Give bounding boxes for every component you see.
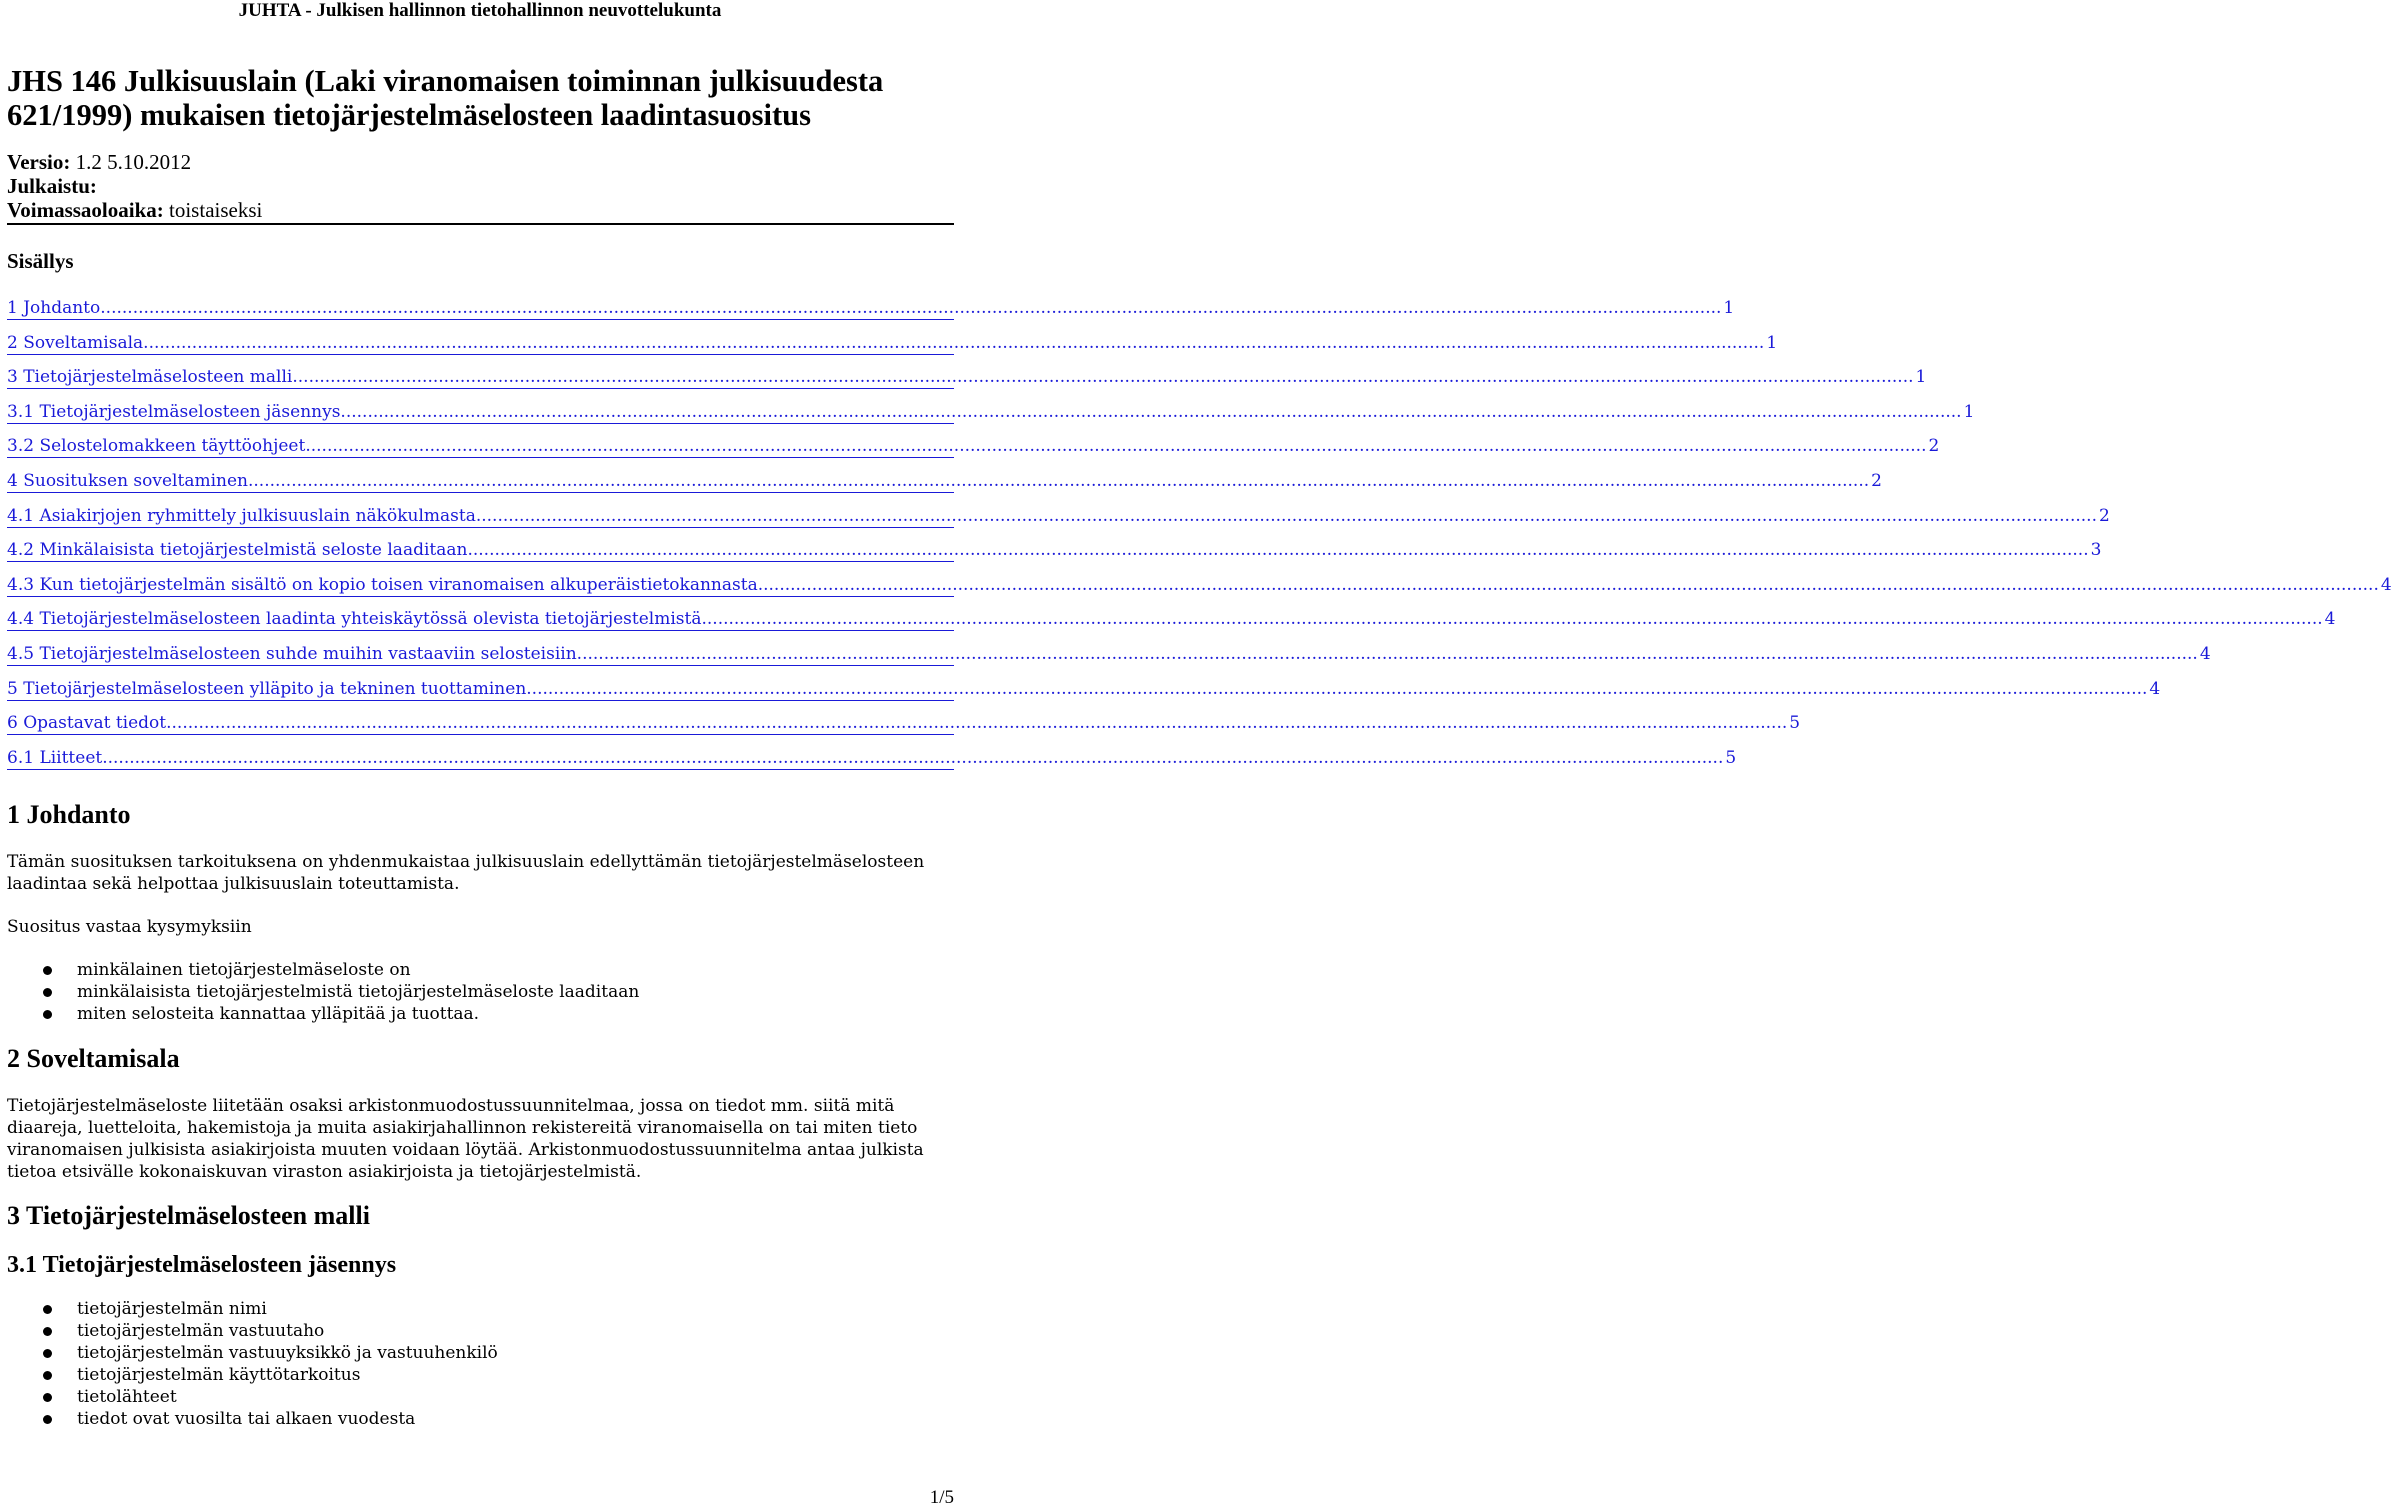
toc-link[interactable]	[7, 297, 1735, 320]
toc-entry-page: 1	[1766, 332, 1778, 353]
toc-entry[interactable]	[7, 505, 2110, 540]
section-3-1-bullet-list	[7, 1298, 937, 1430]
toc-entry[interactable]	[7, 747, 1737, 782]
toc-entry-page: 3	[2090, 540, 2102, 561]
bullet-icon	[43, 1349, 52, 1358]
toc-leader-dots: ............................................................................................................................................................................................................................................................................................................	[166, 713, 1788, 734]
toc-entry-title: 3.2 Selostelomakkeen täyttöohjeet	[7, 436, 306, 457]
page-header: JUHTA - Julkisen hallinnon tietohallinnon neuvottelukunta	[238, 0, 722, 21]
toc-entry[interactable]	[7, 401, 1975, 436]
toc-entry-title: 4.1 Asiakirjojen ryhmittely julkisuuslain näkökulmasta	[7, 505, 476, 526]
divider	[7, 223, 954, 225]
toc-entry-page: 1	[1915, 367, 1927, 388]
bullet-icon	[43, 1327, 52, 1336]
section-1-paragraph-1: Tämän suosituksen tarkoituksena on yhdenmukaistaa julkisuuslain edellyttämän tietojärjestelmäselosteen laadintaa sekä helpottaa julkisuuslain toteuttamista.	[7, 852, 925, 894]
toc-entry-page: 4	[2324, 609, 2336, 630]
section-2-paragraph: Tietojärjestelmäseloste liitetään osaksi arkistonmuodostussuunnitelmaa, jossa on tiedot mm. siitä mitä diaareja, luetteloita, hakemistoja ja muita asiakirjahallinnon rekistereitä viranomaisella on tai miten tieto viranomaisen julkisista asiakirjoista muuten voidaan löytää. Arkistonmuodostussuunnitelma antaa julkista tietoa etsivälle kokonaiskuvan viraston asiakirjoista ja tietojärjestelmistä.	[7, 1096, 924, 1182]
section-3-1-heading: 3.1 Tietojärjestelmäselosteen jäsennys	[7, 1252, 397, 1278]
toc-leader-dots: ............................................................................................................................................................................................................................................................................................................	[757, 574, 2379, 595]
page-number: 1/5	[929, 1487, 954, 1508]
toc-entry-title: 4.4 Tietojärjestelmäselosteen laadinta yhteiskäytössä olevista tietojärjestelmistä	[7, 609, 702, 630]
list-item: tietojärjestelmän nimi	[7, 1298, 937, 1320]
toc-link[interactable]	[7, 678, 2161, 701]
toc-leader-dots: ............................................................................................................................................................................................................................................................................................................	[143, 332, 1765, 353]
toc-entry-title: 4 Suosituksen soveltaminen	[7, 470, 248, 491]
toc-entry-page: 4	[2380, 574, 2392, 595]
validity-value: toistaiseksi	[169, 198, 263, 222]
section-1-heading: 1 Johdanto	[7, 800, 131, 829]
toc-link[interactable]	[7, 712, 1801, 735]
list-item: tietojärjestelmän käyttötarkoitus	[7, 1364, 937, 1386]
toc-link[interactable]	[7, 332, 1778, 355]
list-item: tietojärjestelmän vastuutaho	[7, 1320, 937, 1342]
bullet-icon	[43, 988, 52, 997]
toc-entry[interactable]	[7, 470, 1882, 505]
toc-link[interactable]	[7, 574, 2392, 597]
toc-link[interactable]	[7, 401, 1975, 424]
toc-link[interactable]	[7, 539, 2102, 562]
toc-link[interactable]	[7, 505, 2110, 528]
toc-leader-dots: ............................................................................................................................................................................................................................................................................................................	[340, 401, 1962, 422]
toc-link[interactable]	[7, 643, 2211, 666]
toc-link[interactable]	[7, 747, 1737, 770]
section-3-heading: 3 Tietojärjestelmäselosteen malli	[7, 1201, 370, 1230]
toc-entry-page: 1	[1723, 298, 1735, 318]
toc-link[interactable]	[7, 470, 1882, 493]
section-2-heading: 2 Soveltamisala	[7, 1044, 180, 1073]
toc-entry[interactable]	[7, 574, 2392, 609]
bullet-icon	[43, 1010, 52, 1019]
published-line	[7, 174, 97, 198]
toc-entry-page: 4	[2199, 643, 2211, 664]
toc-leader-dots: ............................................................................................................................................................................................................................................................................................................	[576, 643, 2198, 664]
toc-entry-title: 5 Tietojärjestelmäselosteen ylläpito ja tekninen tuottaminen	[7, 678, 527, 699]
list-item: miten selosteita kannattaa ylläpitää ja tuottaa.	[7, 1003, 937, 1025]
toc-entry-title: 3.1 Tietojärjestelmäselosteen jäsennys	[7, 401, 341, 422]
toc-entry-title: 4.3 Kun tietojärjestelmän sisältö on kopio toisen viranomaisen alkuperäistietokannasta	[7, 574, 758, 595]
toc-leader-dots: ............................................................................................................................................................................................................................................................................................................	[467, 540, 2089, 561]
toc-entry[interactable]	[7, 678, 2161, 713]
toc-entry[interactable]	[7, 608, 2336, 643]
toc-leader-dots: ............................................................................................................................................................................................................................................................................................................	[100, 298, 1722, 318]
toc-leader-dots: ............................................................................................................................................................................................................................................................................................................	[526, 678, 2148, 699]
toc-entry-page: 5	[1789, 713, 1801, 734]
toc-entry-page: 4	[2149, 678, 2161, 699]
toc-entry[interactable]	[7, 539, 2102, 574]
toc-leader-dots: ............................................................................................................................................................................................................................................................................................................	[701, 609, 2323, 630]
list-item: tiedot ovat vuosilta tai alkaen vuodesta	[7, 1408, 937, 1430]
toc-link[interactable]	[7, 366, 1927, 389]
toc-entry-page: 2	[1871, 470, 1882, 491]
toc-entry-page: 2	[1928, 436, 1940, 457]
toc-leader-dots: ............................................................................................................................................................................................................................................................................................................	[247, 470, 1870, 491]
validity-label: Voimassaoloaika:	[7, 198, 164, 222]
toc-entry-title: 6 Opastavat tiedot	[7, 713, 167, 734]
toc-entry-page: 2	[2098, 505, 2110, 526]
toc-leader-dots: ............................................................................................................................................................................................................................................................................................................	[102, 747, 1724, 768]
toc-entry-page: 1	[1963, 401, 1975, 422]
document-title: JHS 146 Julkisuuslain (Laki viranomaisen toiminnan julkisuudesta 621/1999) mukaisen tietojärjestelmäselosteen laadintasuositus	[7, 64, 884, 132]
toc-entry[interactable]	[7, 366, 1927, 401]
section-1-bullet-list	[7, 959, 937, 1025]
toc-entry[interactable]	[7, 332, 1778, 367]
toc-entry-title: 3 Tietojärjestelmäselosteen malli	[7, 367, 293, 388]
toc-entry-page: 5	[1725, 747, 1737, 768]
list-item: tietojärjestelmän vastuuyksikkö ja vastuuhenkilö	[7, 1342, 937, 1364]
toc-entry-title: 4.2 Minkälaisista tietojärjestelmistä seloste laaditaan	[7, 540, 468, 561]
toc-entry[interactable]	[7, 712, 1801, 747]
toc-heading: Sisällys	[7, 249, 74, 273]
toc-entry[interactable]	[7, 643, 2211, 678]
toc-entry-title: 4.5 Tietojärjestelmäselosteen suhde muihin vastaaviin selosteisiin	[7, 643, 577, 664]
toc-entry[interactable]	[7, 297, 1735, 332]
bullet-icon	[43, 1371, 52, 1380]
validity-line	[7, 198, 262, 222]
bullet-icon	[43, 1415, 52, 1424]
published-label: Julkaistu:	[7, 174, 97, 198]
toc-entry-title: 2 Soveltamisala	[7, 332, 144, 353]
version-line	[7, 150, 191, 174]
toc-leader-dots: ............................................................................................................................................................................................................................................................................................................	[292, 367, 1914, 388]
list-item: minkälaisista tietojärjestelmistä tietojärjestelmäseloste laaditaan	[7, 981, 937, 1003]
toc-link[interactable]	[7, 435, 1940, 458]
toc-entry-title: 6.1 Liitteet	[7, 747, 103, 768]
toc-link[interactable]	[7, 608, 2336, 631]
toc-entry[interactable]	[7, 435, 1940, 470]
version-value: 1.2 5.10.2012	[75, 150, 192, 174]
bullet-icon	[43, 966, 52, 975]
section-1-paragraph-2: Suositus vastaa kysymyksiin	[7, 917, 252, 937]
list-item: tietolähteet	[7, 1386, 937, 1408]
toc-entry-title: 1 Johdanto	[7, 298, 101, 318]
toc-leader-dots: ............................................................................................................................................................................................................................................................................................................	[475, 505, 2097, 526]
bullet-icon	[43, 1305, 52, 1314]
list-item: minkälainen tietojärjestelmäseloste on	[7, 959, 937, 981]
toc-leader-dots: ............................................................................................................................................................................................................................................................................................................	[305, 436, 1927, 457]
version-label: Versio:	[7, 150, 71, 174]
bullet-icon	[43, 1393, 52, 1402]
table-of-contents	[7, 297, 2392, 781]
